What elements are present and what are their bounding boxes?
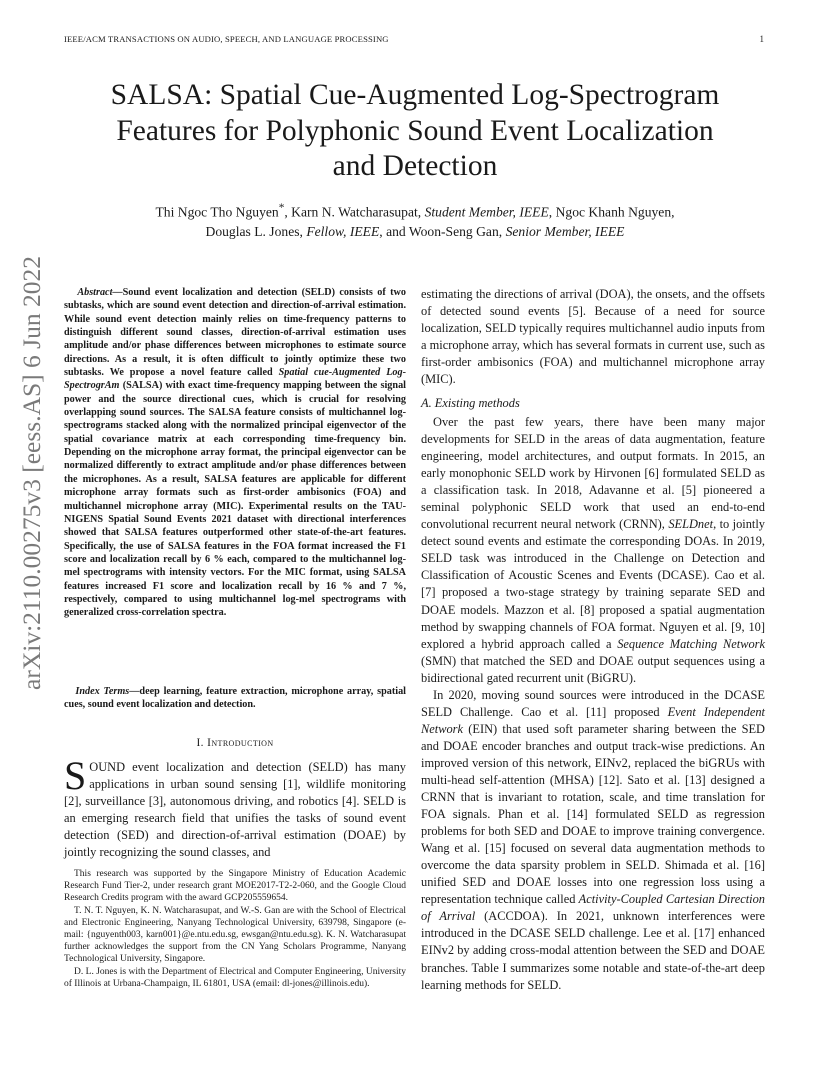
paper-title: SALSA: Spatial Cue-Augmented Log-Spectrogram Features for Polyphonic Sound Event Localization and Detection <box>110 79 720 182</box>
author-separator: , and <box>379 223 409 239</box>
corresponding-mark: * <box>278 202 285 214</box>
method-name: Sequence Matching Network <box>617 636 765 651</box>
author-membership: Fellow, IEEE <box>306 223 380 239</box>
introduction-paragraph <box>64 753 406 861</box>
footnote-funding: This research was supported by the Singapore Ministry of Education Academic Research Fund Tier-2, under research grant MOE2017-T2-2-060, and the Google Cloud Research Credits program with the award GCP205559654. <box>64 869 406 904</box>
author-membership: Student Member, IEEE <box>424 204 549 220</box>
intro-continuation: estimating the directions of arrival (DOA), the onsets, and the offsets of detected sound events [5]. Because of a need for source localization, SELD typically requires multichannel audio inputs from a microphone array, which has several formats in current use, such as first-order ambisonics (FOA) and multichannel microphone array (MIC). <box>421 287 765 387</box>
body-text: In 2020, moving sound sources were introduced in the DCASE SELD Challenge. Cao et al. [11] proposed <box>421 687 765 719</box>
index-terms-text: —deep learning, feature extraction, microphone array, spatial cues, sound event localization and detection. <box>64 686 407 711</box>
page-number: 1 <box>759 34 764 44</box>
footnotes <box>64 868 406 990</box>
arxiv-identifier <box>12 256 52 690</box>
author-name: Thi Ngoc Tho Nguyen <box>155 204 279 220</box>
method-name: SELDnet <box>668 517 714 532</box>
subsection-heading: A. Existing methods <box>421 396 520 410</box>
abstract <box>64 286 406 620</box>
abstract-text: —Sound event localization and detection (SELD) consists of two subtasks, which are sound event detection and direction-of-arrival estimation. While sound event detection mainly relies on time-frequency patterns to distinguish different sound classes, direction-of-arrival estimation uses amplitude and/or phase differences between microphones to estimate source directions. As a result, it is often difficult to jointly optimize these two subtasks. We propose a novel feature called <box>64 287 406 379</box>
author-name: Karn N. Watcharasupat, <box>291 204 425 220</box>
author-name: Ngoc Khanh Nguyen, <box>555 204 675 220</box>
body-text: , to jointly detect sound events and estimate the corresponding DOAs. In 2019, SELD task was introduced in the Challenge on Detection and Classification of Acoustic Scenes and Events (DCASE). Cao et al. [7] proposed a two-stage strategy by training separate SED and DOAE models. Mazzon et al. [8] proposed a spatial augmentation method by swapping channels of FOA format. Nguyen et al. [9, 10] explored a hybrid approach called a <box>421 517 766 651</box>
body-text: (SMN) that matched the SED and DOAE output sequences using a bidirectional gated recurrent unit (BiGRU). <box>421 653 765 685</box>
existing-methods-body <box>421 414 765 994</box>
abstract-text: (SALSA) with exact time-frequency mapping between the signal power and the source directional cues, which is crucial for resolving overlapping sound sources. The SALSA feature consists of multichannel log-spectrograms stacked along with the normalized principal eigenvector of the spatial covariance matrix at each corresponding time-frequency bin. Depending on the microphone array format, the principal eigenvector can be normalized differently to extract amplitude and/or phase differences between the microphones. As a result, SALSA features are applicable for different microphone array formats such as first-order ambisonics (FOA) and multichannel microphone array (MIC). Experimental results on the TAU-NIGENS Spatial Sound Events 2021 dataset with directional interferences showed that SALSA features outperformed other state-of-the-art features. Specifically, the use of SALSA features in the FOA format increased the F1 score and localization recall by 6 % each, compared to the multichannel log-mel spectrograms with intensity vectors. For the MIC format, using SALSA features increased F1 score and localization recall by 16 % and 7 %, respectively, compared to using multichannel log-mel spectrograms with generalized cross-correlation spectra. <box>64 380 406 619</box>
body-paragraph <box>421 687 765 994</box>
author-list <box>80 199 750 241</box>
method-name: Activity-Coupled Cartesian Direction of Arrival <box>421 892 765 924</box>
author-separator: , <box>548 204 556 220</box>
section-title: Introduction <box>207 737 274 749</box>
author-name: Douglas L. Jones, <box>205 223 307 239</box>
abstract-lead: Abstract <box>77 287 113 298</box>
footnote-affiliation: D. L. Jones is with the Department of Electrical and Computer Engineering, University of Illinois at Urbana-Champaign, IL 61801, USA (email: dl-jones@illinois.edu). <box>64 966 406 989</box>
author-name: Woon-Seng Gan, <box>408 223 506 239</box>
arxiv-identifier-text: arXiv:2110.00275v3 [eess.AS] 6 Jun 2022 <box>17 256 46 690</box>
body-paragraph <box>421 414 765 687</box>
running-header: IEEE/ACM TRANSACTIONS ON AUDIO, SPEECH, AND LANGUAGE PROCESSING <box>64 34 389 44</box>
footnote-affiliation: T. N. T. Nguyen, K. N. Watcharasupat, and W.-S. Gan are with the School of Electrical and Electronic Engineering, Nanyang Technological University, 639798, Singapore (e-mail: {nguyenth003, karn001}@e.ntu.edu.sg, ewsgan@ntu.edu.sg). K. N. Watcharasupat further acknowledges the support from the CN Yang Scholars Programme, Nanyang Technological University, Singapore. <box>64 905 406 965</box>
author-separator: , <box>284 204 292 220</box>
body-text: (EIN) that used soft parameter sharing between the SED and DOAE encoder branches and output track-wise predictions. An improved version of this network, EINv2, replaced the biGRUs with multi-head self-attention (MHSA) [12]. Sato et al. [13] designed a CRNN that is invariant to rotation, scale, and time translation for FOA signals. Phan et al. [14] formulated SELD as regression problems for both SED and DOAE to improve training convergence. Wang et al. [15] focused on several data augmentation methods to overcome the data sparsity problem in SELD. Shimada et al. [16] unified SED and DOAE losses into one regression loss using a representation technique called <box>421 721 765 907</box>
method-name: Event Independent Network <box>421 704 765 736</box>
index-terms <box>64 685 406 712</box>
body-text: (ACCDOA). In 2021, unknown interferences were introduced in the DCASE SELD challenge. Lee et al. [17] enhanced EINv2 by adding cross-modal attention between the SED and DOAE branches. Table I summarizes some notable and state-of-the-art deep learning methods for SELD. <box>421 909 765 992</box>
body-text: Over the past few years, there have been many major developments for SELD in the areas of data augmentation, feature engineering, model architectures, and output formats. In 2015, an early monophonic SELD work by Hirvonen [6] formulated SELD as a classification task. In 2018, Adavanne et al. [5] pioneered a seminal polyphonic SELD work that used an end-to-end convolutional recurrent neural network (CRNN), <box>421 415 765 532</box>
drop-cap: S <box>64 753 87 798</box>
section-heading <box>64 737 406 749</box>
author-membership: Senior Member, IEEE <box>505 223 625 239</box>
index-terms-lead: Index Terms <box>75 686 130 697</box>
introduction-text: OUND event localization and detection (SELD) has many applications in urban sound sensing [1], wildlife monitoring [2], surveillance [3], autonomous driving, and robotics [4]. SELD is an emerging research field that unifies the tasks of sound event detection (SED) and direction-of-arrival estimation (DOAE) by jointly recognizing the sound classes, and <box>64 760 406 860</box>
section-number: I. <box>196 737 208 749</box>
abstract-feature-name: Spatial cue-Augmented Log-SpectrogrAm <box>64 367 406 392</box>
